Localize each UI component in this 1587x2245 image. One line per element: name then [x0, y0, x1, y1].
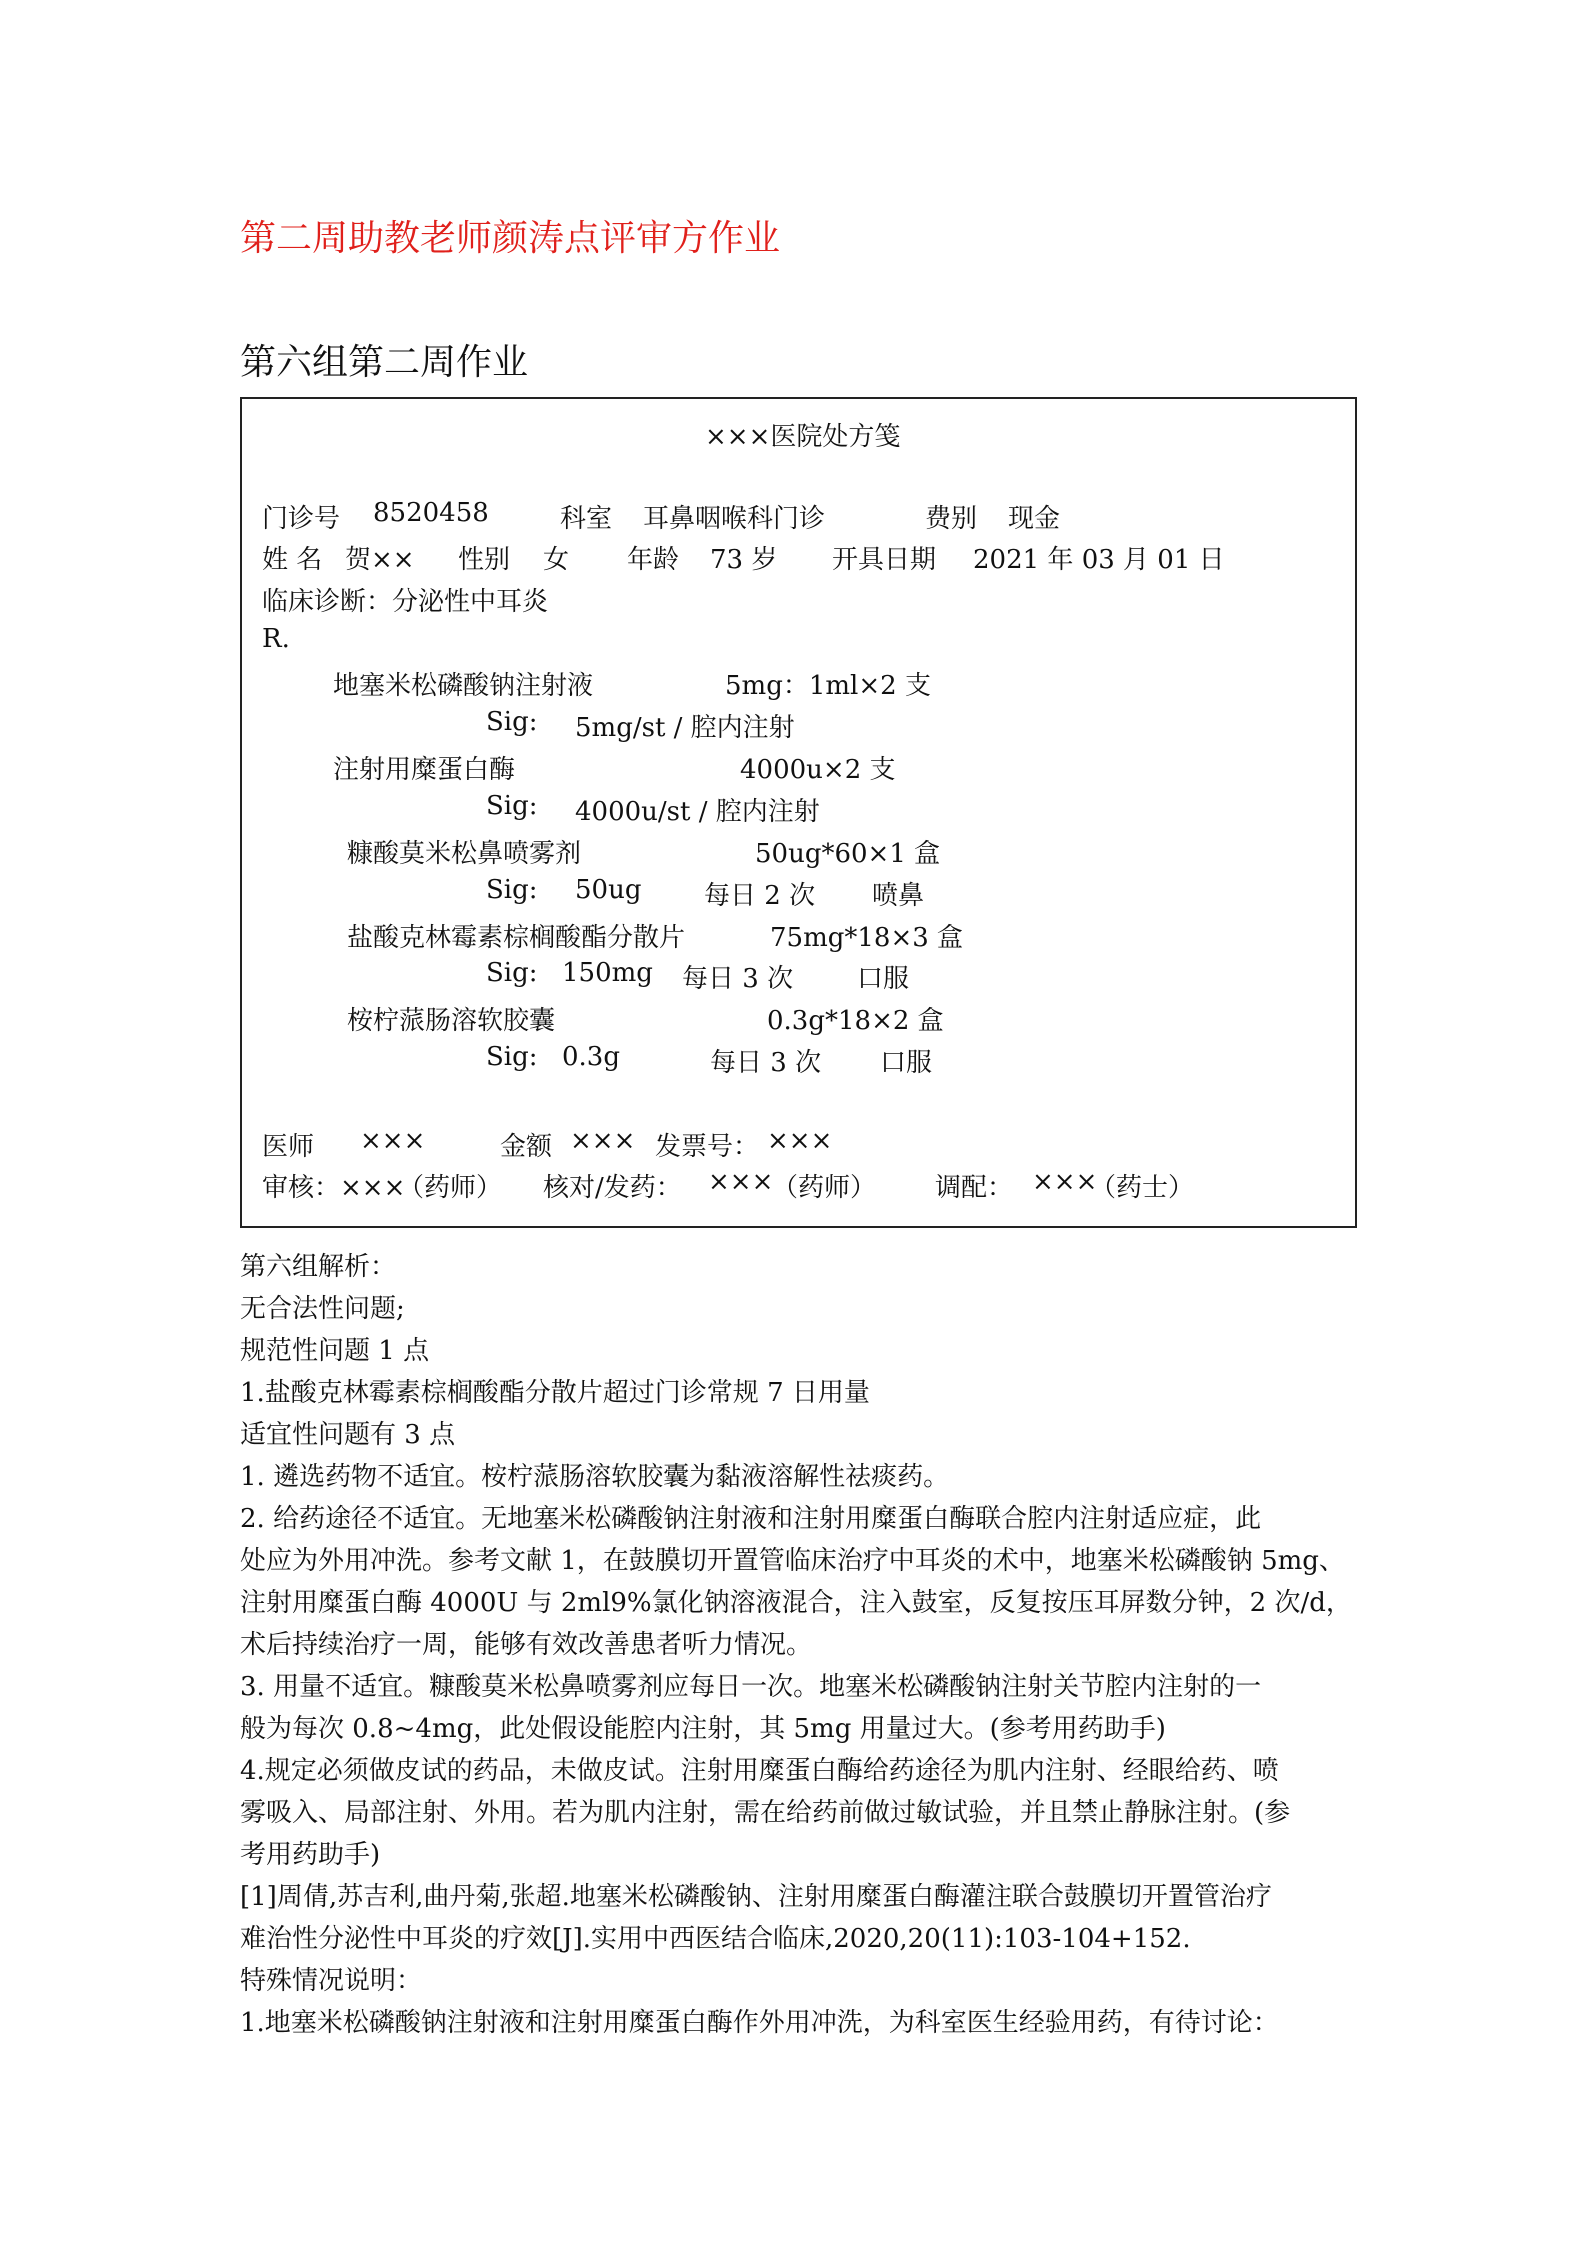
sig-label: Sig:: [486, 707, 538, 737]
drug-spec: 5mg：1ml×2 支: [725, 671, 931, 701]
analysis-line: 注射用糜蛋白酶 4000U 与 2ml9%氯化钠溶液混合，注入鼓室，反复按压耳屏数分钟，2 次/d，: [240, 1588, 1352, 1618]
dept: 耳鼻咽喉科门诊: [643, 504, 826, 534]
drug-spec: 75mg*18×3 盒: [770, 923, 964, 953]
amount-label: 金额: [500, 1132, 553, 1162]
review-role: （药师）: [398, 1173, 503, 1203]
drug-name: 地塞米松磷酸钠注射液: [333, 671, 594, 701]
analysis-line: 难治性分泌性中耳炎的疗效[J].实用中西医结合临床,2020,20(11):103-104+152.: [240, 1924, 1191, 1954]
doctor: ×××: [360, 1126, 426, 1156]
analysis-line: 适宜性问题有 3 点: [240, 1420, 456, 1450]
drug-name: 注射用糜蛋白酶: [333, 755, 516, 785]
sig-label: Sig:: [486, 958, 538, 988]
analysis-line: 特殊情况说明：: [240, 1966, 423, 1996]
sex-label: 性别: [458, 545, 511, 575]
invoice: ×××: [767, 1126, 833, 1156]
section-title: 第六组第二周作业: [240, 342, 529, 383]
fee: 现金: [1008, 504, 1061, 534]
dispense-label: 核对/发药：: [543, 1173, 682, 1203]
hospital-title: ×××医院处方笺: [705, 422, 901, 452]
drug-freq: 每日 2 次: [704, 881, 816, 911]
sig-label: Sig:: [486, 791, 538, 821]
analysis-line: 1.地塞米松磷酸钠注射液和注射用糜蛋白酶作外用冲洗，为科室医生经验用药，有待讨论：: [240, 2008, 1279, 2038]
allocate-name: ×××: [1032, 1167, 1098, 1197]
analysis-line: 处应为外用冲洗。参考文献 1，在鼓膜切开置管临床治疗中耳炎的术中，地塞米松磷酸钠 5mg、: [240, 1546, 1345, 1576]
analysis-line: 无合法性问题;: [240, 1294, 405, 1324]
diagnosis: 临床诊断：分泌性中耳炎: [262, 587, 549, 617]
name-label: 姓 名: [262, 545, 323, 575]
drug-route: 喷鼻: [872, 881, 925, 911]
drug-name: 糠酸莫米松鼻喷雾剂: [347, 839, 582, 869]
drug-route: 口服: [857, 964, 910, 994]
drug-dose: 50ug: [575, 875, 642, 905]
patient-name: 贺××: [345, 545, 415, 575]
analysis-line: 雾吸入、局部注射、外用。若为肌内注射，需在给药前做过敏试验，并且禁止静脉注射。(参: [240, 1798, 1291, 1828]
outpatient-no: 8520458: [373, 498, 489, 528]
invoice-label: 发票号：: [655, 1132, 760, 1162]
analysis-line: 3. 用量不适宜。糠酸莫米松鼻喷雾剂应每日一次。地塞米松磷酸钠注射关节腔内注射的一: [240, 1672, 1262, 1702]
drug-name: 盐酸克林霉素棕榈酸酯分散片: [347, 923, 686, 953]
drug-spec: 0.3g*18×2 盒: [767, 1006, 944, 1036]
amount: ×××: [570, 1126, 636, 1156]
r-mark: R.: [262, 624, 290, 654]
age-label: 年龄: [627, 545, 680, 575]
sig-label: Sig:: [486, 875, 538, 905]
analysis-line: 规范性问题 1 点: [240, 1336, 430, 1366]
review: 审核：×××: [262, 1173, 406, 1203]
analysis-line: 术后持续治疗一周，能够有效改善患者听力情况。: [240, 1630, 813, 1660]
drug-dose: 0.3g: [562, 1042, 620, 1072]
dispense-name: ×××: [708, 1167, 774, 1197]
analysis-line: 1.盐酸克林霉素棕榈酸酯分散片超过门诊常规 7 日用量: [240, 1378, 870, 1408]
fee-label: 费别: [925, 504, 978, 534]
drug-dose: 150mg: [562, 958, 653, 988]
analysis-line: 1. 遴选药物不适宜。桉柠蒎肠溶软胶囊为黏液溶解性祛痰药。: [240, 1462, 950, 1492]
doctor-label: 医师: [262, 1132, 315, 1162]
analysis-line: 般为每次 0.8~4mg，此处假设能腔内注射，其 5mg 用量过大。(参考用药助手): [240, 1714, 1166, 1744]
allocate-role: （药士）: [1090, 1173, 1195, 1203]
doc-title: 第二周助教老师颜涛点评审方作业: [240, 218, 781, 259]
drug-spec: 4000u×2 支: [740, 755, 896, 785]
drug-freq: 每日 3 次: [710, 1048, 822, 1078]
analysis-line: 第六组解析：: [240, 1252, 397, 1282]
age: 73 岁: [710, 545, 778, 575]
drug-dose: 5mg/st / 腔内注射: [575, 713, 795, 743]
date-label: 开具日期: [832, 545, 937, 575]
sex: 女: [543, 545, 570, 575]
outpatient-no-label: 门诊号: [262, 504, 341, 534]
drug-name: 桉柠蒎肠溶软胶囊: [347, 1006, 556, 1036]
drug-spec: 50ug*60×1 盒: [755, 839, 941, 869]
analysis-line: 2. 给药途径不适宜。无地塞米松磷酸钠注射液和注射用糜蛋白酶联合腔内注射适应症，此: [240, 1504, 1262, 1534]
dept-label: 科室: [560, 504, 613, 534]
analysis-line: 4.规定必须做皮试的药品，未做皮试。注射用糜蛋白酶给药途径为肌内注射、经眼给药、喷: [240, 1756, 1279, 1786]
analysis-line: [1]周倩,苏吉利,曲丹菊,张超.地塞米松磷酸钠、注射用糜蛋白酶灌注联合鼓膜切开置管治疗: [240, 1882, 1272, 1912]
allocate-label: 调配：: [935, 1173, 1014, 1203]
drug-route: 口服: [880, 1048, 933, 1078]
drug-freq: 每日 3 次: [682, 964, 794, 994]
date: 2021 年 03 月 01 日: [973, 545, 1225, 575]
analysis-line: 考用药助手): [240, 1840, 381, 1870]
drug-dose: 4000u/st / 腔内注射: [575, 797, 820, 827]
dispense-role: （药师）: [772, 1173, 877, 1203]
sig-label: Sig:: [486, 1042, 538, 1072]
